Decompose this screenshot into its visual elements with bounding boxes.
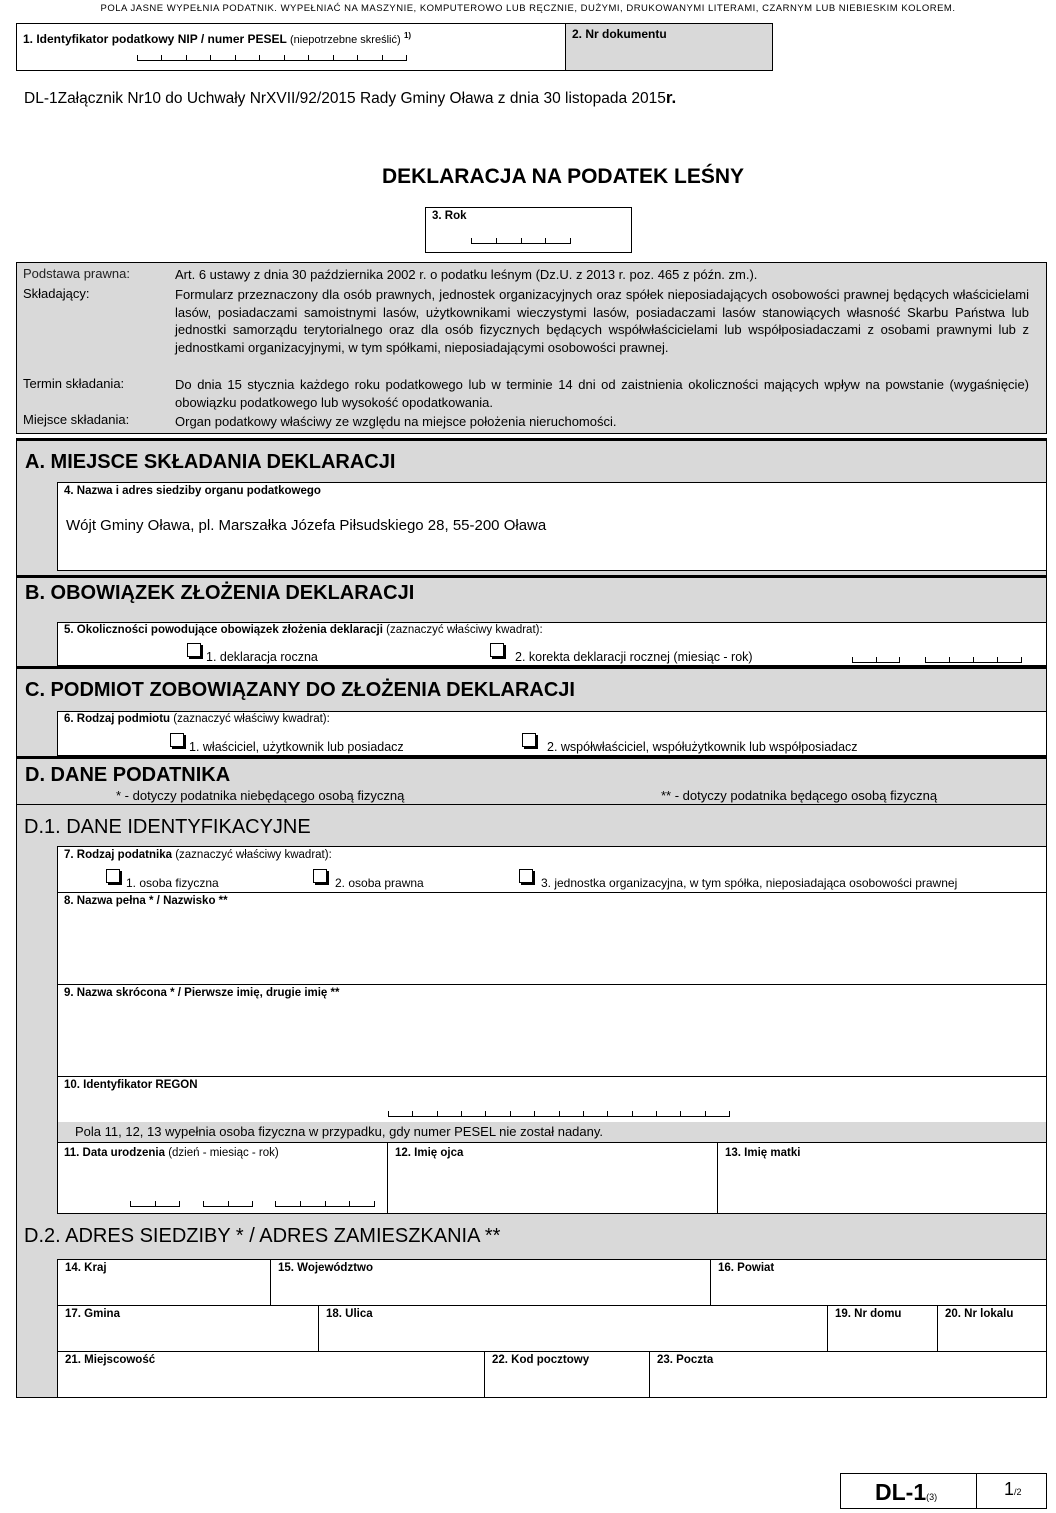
birth-day-comb	[130, 1201, 180, 1207]
field-6-label: 6. Rodzaj podmiotu	[64, 713, 171, 725]
option-owner: 1. właściciel, użytkownik lub posiadacz	[189, 740, 404, 754]
checkbox-correction[interactable]	[490, 643, 504, 657]
section-b-title: B. OBOWIĄZEK ZŁOŻENIA DEKLARACJI	[25, 582, 415, 604]
option-co-owner: 2. współwłaściciel, współużytkownik lub współposiadacz	[547, 740, 858, 754]
option-correction: 2. korekta deklaracji rocznej (miesiąc - rok)	[515, 650, 753, 664]
place-key: Miejsce składania:	[23, 412, 130, 427]
deadline-key: Termin składania:	[23, 376, 125, 391]
field-12-label: 12. Imię ojca	[395, 1147, 464, 1159]
field-18-street[interactable]	[318, 1305, 828, 1352]
field-17-commune[interactable]	[57, 1305, 319, 1352]
regon-comb	[388, 1111, 730, 1117]
field-3-year[interactable]	[425, 207, 632, 253]
checkbox-owner[interactable]	[170, 733, 184, 747]
field-10-regon[interactable]	[57, 1076, 1047, 1123]
year-comb-correction[interactable]	[925, 657, 1022, 663]
checkbox-co-owner[interactable]	[522, 733, 536, 747]
checkbox-annual-declaration[interactable]	[187, 643, 201, 657]
field-20-apartment-number[interactable]	[937, 1305, 1047, 1352]
field-22-label: 22. Kod pocztowy	[492, 1354, 590, 1366]
field-19-label: 19. Nr domu	[835, 1308, 902, 1320]
page-number-box	[976, 1473, 1047, 1509]
page-number: 1	[1004, 1479, 1015, 1499]
section-d2-title: D.2. ADRES SIEDZIBY * / ADRES ZAMIESZKANIA **	[24, 1225, 501, 1247]
pesel-note: Pola 11, 12, 13 wypełnia osoba fizyczna w przypadku, gdy numer PESEL nie został nadany.	[75, 1124, 604, 1139]
form-code: DL-1	[875, 1479, 927, 1505]
basis-value: Art. 6 ustawy z dnia 30 października 2002 r. o podatku leśnym (Dz.U. z 2013 r. poz. 465 z późn. zm.).	[175, 267, 758, 282]
field-7-note: (zaznaczyć właściwy kwadrat):	[175, 849, 332, 861]
field-1-footnote: 1)	[403, 31, 412, 40]
field-14-label: 14. Kraj	[65, 1262, 107, 1274]
section-a-title: A. MIEJSCE SKŁADANIA DEKLARACJI	[25, 451, 396, 473]
field-3-label: 3. Rok	[432, 210, 467, 222]
field-20-label: 20. Nr lokalu	[945, 1308, 1014, 1320]
form-version: (3)	[926, 1492, 938, 1502]
field-23-post-office[interactable]	[649, 1351, 1047, 1398]
field-18-label: 18. Ulica	[326, 1308, 373, 1320]
option-annual-declaration: 1. deklaracja roczna	[206, 650, 318, 664]
field-1-note: (niepotrzebne skreślić)	[289, 34, 401, 46]
deadline-value: Do dnia 15 stycznia każdego roku podatkowego lub w terminie 14 dni od zaistnienia okoliczności mających wpływ na powstanie (wygaśnięcie) obowiązku podatkowego lub wysokość opodatkowania.	[175, 377, 1029, 410]
year-comb	[471, 238, 571, 244]
birth-year-comb	[275, 1201, 375, 1207]
field-15-label: 15. Województwo	[278, 1262, 373, 1274]
basis-key: Podstawa prawna:	[23, 266, 130, 281]
field-7-label: 7. Rodzaj podatnika	[64, 849, 172, 861]
field-11-label: 11. Data urodzenia	[64, 1147, 165, 1159]
field-16-label: 16. Powiat	[718, 1262, 775, 1274]
attachment-line: DL-1Załącznik Nr10 do Uchwały NrXVII/92/2015 Rady Gminy Oława z dnia 30 listopada 2015r.	[24, 88, 677, 107]
field-17-label: 17. Gmina	[65, 1308, 120, 1320]
page-title: DEKLARACJA NA PODATEK LEŚNY	[381, 165, 745, 188]
field-1-nip-pesel[interactable]	[16, 23, 566, 71]
field-21-label: 21. Miejscowość	[65, 1354, 156, 1366]
field-23-label: 23. Poczta	[657, 1354, 714, 1366]
page-total: /2	[1014, 1487, 1022, 1497]
field-4-label: 4. Nazwa i adres siedziby organu podatkowego	[64, 485, 321, 497]
field-4-value: Wójt Gminy Oława, pl. Marszałka Józefa Piłsudskiego 28, 55-200 Oława	[66, 517, 547, 534]
place-value: Organ podatkowy właściwy ze względu na miejsce położenia nieruchomości.	[175, 414, 617, 429]
birth-month-comb	[203, 1201, 253, 1207]
field-10-label: 10. Identyfikator REGON	[64, 1079, 198, 1091]
checkbox-organizational-unit[interactable]	[519, 869, 533, 883]
option-legal-person: 2. osoba prawna	[335, 876, 424, 890]
filer-key: Składający:	[23, 286, 90, 301]
option-organizational-unit: 3. jednostka organizacyjna, w tym spółka, nieposiadająca osobowości prawnej	[541, 876, 958, 890]
section-d-title: D. DANE PODATNIKA	[25, 764, 231, 786]
field-15-voivodeship[interactable]	[270, 1259, 711, 1306]
field-19-house-number[interactable]	[827, 1305, 938, 1352]
field-4-tax-office[interactable]	[57, 482, 1047, 571]
field-14-country[interactable]	[57, 1259, 271, 1306]
checkbox-legal-person[interactable]	[313, 869, 327, 883]
field-2-label: 2. Nr dokumentu	[572, 27, 667, 41]
divider	[16, 804, 1047, 805]
field-9-short-name[interactable]	[57, 984, 1047, 1077]
field-13-mother-name[interactable]	[717, 1142, 1047, 1214]
field-22-postal-code[interactable]	[484, 1351, 650, 1398]
field-13-label: 13. Imię matki	[725, 1147, 801, 1159]
field-21-locality[interactable]	[57, 1351, 485, 1398]
field-5-label: 5. Okoliczności powodujące obowiązek złożenia deklaracji	[64, 624, 383, 636]
field-5-note: (zaznaczyć właściwy kwadrat):	[386, 624, 543, 636]
field-16-county[interactable]	[710, 1259, 1047, 1306]
note-legal-entity: * - dotyczy podatnika niebędącego osobą fizyczną	[116, 788, 405, 803]
option-natural-person: 1. osoba fizyczna	[126, 876, 219, 890]
section-c-title: C. PODMIOT ZOBOWIĄZANY DO ZŁOŻENIA DEKLARACJI	[25, 679, 575, 701]
month-comb[interactable]	[852, 657, 900, 663]
field-1-label: 1. Identyfikator podatkowy NIP / numer PESEL	[23, 32, 287, 46]
field-11-birth-date[interactable]	[57, 1142, 388, 1214]
nip-comb	[137, 55, 407, 61]
form-code-box	[840, 1473, 977, 1509]
checkbox-natural-person[interactable]	[106, 869, 120, 883]
pesel-note-bar	[57, 1122, 1047, 1143]
field-9-label: 9. Nazwa skrócona * / Pierwsze imię, drugie imię **	[64, 987, 340, 999]
note-natural-person: ** - dotyczy podatnika będącego osobą fizyczną	[661, 788, 938, 803]
section-d1-title: D.1. DANE IDENTYFIKACYJNE	[24, 816, 311, 838]
field-2-document-number	[565, 23, 773, 71]
top-note: POLA JASNE WYPEŁNIA PODATNIK. WYPEŁNIAĆ NA MASZYNIE, KOMPUTEROWO LUB RĘCZNIE, DUŻYMI, DRUKOWANYMI LITERAMI, CZARNYM LUB NIEBIESKIM KOLOREM.	[100, 3, 956, 14]
filer-value: Formularz przeznaczony dla osób prawnych, jednostek organizacyjnych oraz spółek nieposiadających osobowości prawnej będących właścicielami lasów, posiadaczami samoistnymi lasów, użytkownikami wieczystymi lasów, posiadaczami lasów stanowiących własność Skarbu Państwa lub jednostki samorządu terytorialnego oraz dla osób fizycznych będących współwłaścicielami lub współposiadaczami z osobami prawnymi lub z jednostkami organizacyjnymi, w tym spółkami, nieposiadającymi osobowości prawnej.	[175, 287, 1029, 355]
field-11-note: (dzień - miesiąc - rok)	[168, 1147, 279, 1159]
field-8-label: 8. Nazwa pełna * / Nazwisko **	[64, 895, 228, 907]
field-12-father-name[interactable]	[387, 1142, 718, 1214]
field-8-full-name[interactable]	[57, 892, 1047, 985]
field-6-note: (zaznaczyć właściwy kwadrat):	[173, 713, 330, 725]
